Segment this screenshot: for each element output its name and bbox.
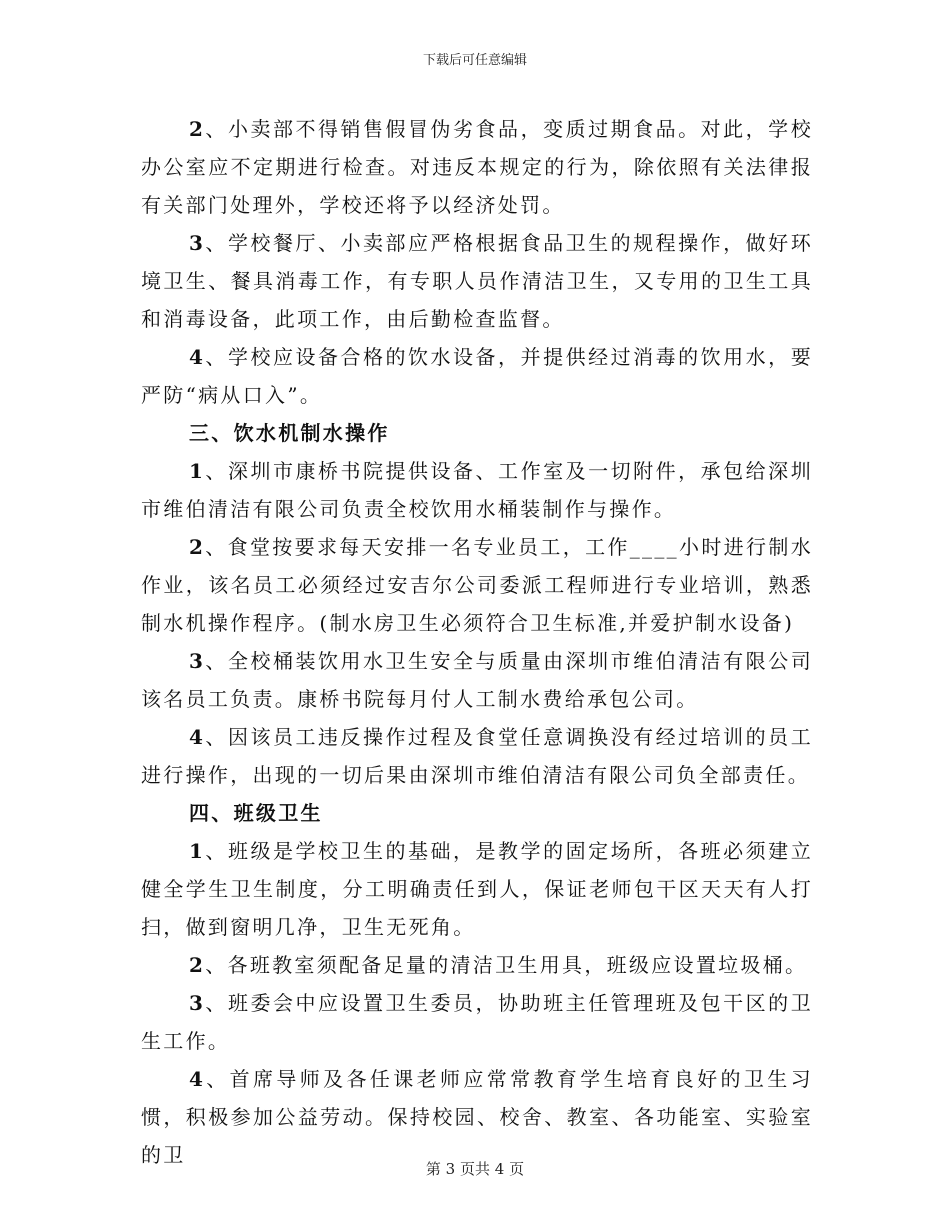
item-number: 4 xyxy=(189,725,206,749)
paragraph xyxy=(141,452,813,528)
item-number: 1 xyxy=(189,839,206,863)
paragraph-text: 、深圳市康桥书院提供设备、工作室及一切附件，承包给深圳市维伯清洁有限公司负责全校饮用水桶装制作与操作。 xyxy=(141,459,813,521)
page-footer: 第 3 页共 4 页 xyxy=(425,1160,525,1178)
paragraph-text: 、小卖部不得销售假冒伪劣食品，变质过期食品。对此，学校办公室应不定期进行检查。对违反本规定的行为，除依照有关法律报有关部门处理外，学校还将予以经济处罚。 xyxy=(141,117,813,217)
paragraph xyxy=(141,718,813,794)
paragraph xyxy=(141,946,813,984)
paragraph xyxy=(141,110,813,224)
item-number: 3 xyxy=(189,231,206,255)
item-number: 3 xyxy=(189,991,206,1015)
item-number: 1 xyxy=(189,459,206,483)
paragraph xyxy=(141,1060,813,1174)
paragraph-text: 、因该员工违反操作过程及食堂任意调换没有经过培训的员工进行操作，出现的一切后果由深圳市维伯清洁有限公司负全部责任。 xyxy=(141,725,813,787)
paragraph xyxy=(141,642,813,718)
paragraph-text: 、各班教室须配备足量的清洁卫生用具，班级应设置垃圾桶。 xyxy=(205,953,808,977)
item-number: 2 xyxy=(189,117,206,141)
document-body xyxy=(141,110,813,1174)
paragraph-text: 、班委会中应设置卫生委员，协助班主任管理班及包干区的卫生工作。 xyxy=(141,991,813,1053)
paragraph-text: 、全校桶装饮用水卫生安全与质量由深圳市维伯清洁有限公司该名员工负责。康桥书院每月付人工制水费给承包公司。 xyxy=(141,649,813,711)
paragraph xyxy=(141,224,813,338)
paragraph-text: 、食堂按要求每天安排一名专业员工，工作____小时进行制水作业，该名员工必须经过安吉尔公司委派工程师进行专业培训，熟悉制水机操作程序。(制水房卫生必须符合卫生标准,并爱护制水设备) xyxy=(141,535,813,635)
paragraph-text: 、学校应设备合格的饮水设备，并提供经过消毒的饮用水，要严防“病从口入”。 xyxy=(141,345,813,407)
item-number: 2 xyxy=(189,953,206,977)
paragraph xyxy=(141,528,813,642)
item-number: 2 xyxy=(189,535,206,559)
section-heading: 三、饮水机制水操作 xyxy=(189,421,390,445)
item-number: 4 xyxy=(189,345,206,369)
section-heading: 四、班级卫生 xyxy=(189,801,323,825)
item-number: 4 xyxy=(189,1067,206,1091)
paragraph xyxy=(141,338,813,414)
paragraph xyxy=(141,984,813,1060)
paragraph xyxy=(141,832,813,946)
paragraph-text: 、学校餐厅、小卖部应严格根据食品卫生的规程操作，做好环境卫生、餐具消毒工作，有专职人员作清洁卫生，又专用的卫生工具和消毒设备，此项工作，由后勤检查监督。 xyxy=(141,231,813,331)
item-number: 3 xyxy=(189,649,206,673)
paragraph-text: 、首席导师及各任课老师应常常教育学生培育良好的卫生习惯，积极参加公益劳动。保持校园、校舍、教室、各功能室、实验室的卫 xyxy=(141,1067,813,1167)
paragraph-text: 、班级是学校卫生的基础，是教学的固定场所，各班必须建立健全学生卫生制度，分工明确责任到人，保证老师包干区天天有人打扫，做到窗明几净，卫生无死角。 xyxy=(141,839,813,939)
page-header: 下载后可任意编辑 xyxy=(422,53,527,68)
